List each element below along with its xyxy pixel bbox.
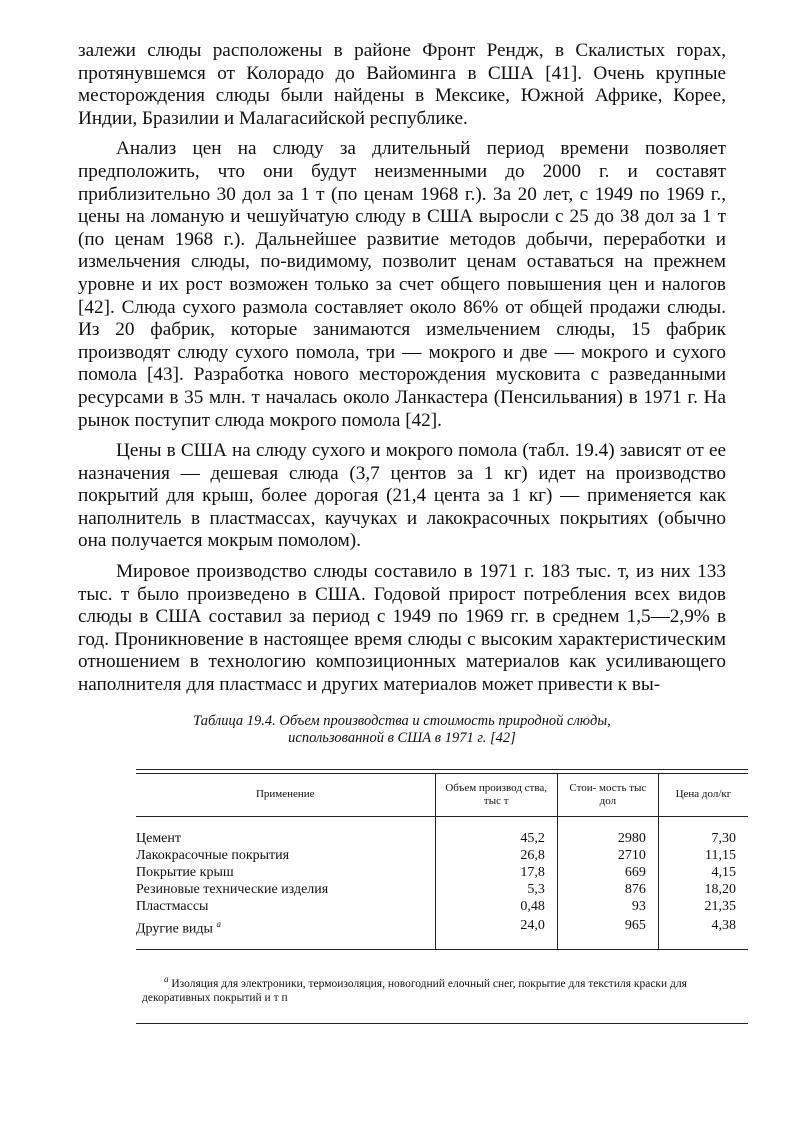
row-cost: 93: [557, 899, 658, 916]
footnote-marker: а: [216, 918, 221, 929]
row-cost: 876: [557, 882, 658, 899]
document-page: [78, 40, 736, 1024]
row-price: 21,35: [704, 899, 736, 915]
row-price: 18,20: [704, 882, 736, 898]
footnote-rule: [136, 1023, 748, 1024]
row-volume: 0,48: [435, 899, 557, 916]
paragraph-2: Анализ цен на слюду за длительный период времени позволяет предположить, что они будут неизменными до 2000 г. и составят приблизительно 30 дол за 1 т (по ценам 1968 г.). За 20 лет, с 1949 по 1969 г., цены на ломаную и чешуйчатую слюду в США выросли с 25 до 38 дол за 1 т (по ценам 1968 г.). Дальнейшее развитие методов добычи, переработки и измельчения слюды, по-видимому, позволит ценам оставаться на прежнем уровне и их рост возможен только за счет общего повышения цен и налогов [42]. Слюда сухого размола составляет около 86% от общей продажи слюды. Из 20 фабрик, которые занимаются измельчением слюды, 15 фабрик производят слюду сухого помола, три — мокрого и две — мокрого и сухого помола [43]. Разработка нового месторождения мусковита с разведанными ресурсами в 35 млн. т началась около Ланкастера (Пенсильвания) в 1971 г. На рынок поступит слюда мокрого помола [42].: [78, 138, 726, 431]
row-name-text: Другие виды: [136, 921, 213, 937]
row-cost: 669: [557, 865, 658, 882]
row-volume: 45,2: [435, 816, 557, 848]
row-name: Цемент: [136, 831, 182, 847]
header-price: Цена дол/кг: [658, 774, 748, 817]
table-row: [136, 816, 748, 848]
row-volume: 24,0: [435, 916, 557, 950]
paragraph-1: залежи слюды расположены в районе Фронт Рендж, в Скалистых горах, протянувшемся от Колорадо до Вайоминга в США [41]. Очень крупные месторождения слюды были найдены в Мексике, Южной Африке, Корее, Индии, Бразилии и Малагасийской республике.: [78, 40, 726, 129]
row-name: Резиновые технические изделия: [136, 882, 329, 898]
table-caption: [78, 713, 726, 747]
table-row: [136, 916, 748, 950]
row-cost: 965: [557, 916, 658, 950]
table-container: [136, 769, 748, 951]
row-volume: 17,8: [435, 865, 557, 882]
footnote-marker: а: [164, 974, 169, 985]
row-price: 7,30: [711, 831, 736, 847]
table-row: [136, 865, 748, 882]
table-row: [136, 899, 748, 916]
row-cost: 2980: [557, 816, 658, 848]
mica-table: [136, 774, 748, 950]
table-bottom-rule: [136, 949, 748, 950]
table-row: [136, 848, 748, 865]
row-volume: 5,3: [435, 882, 557, 899]
row-cost: 2710: [557, 848, 658, 865]
row-price: 4,38: [711, 918, 736, 934]
row-name: Покрытие крыш: [136, 865, 234, 881]
row-name: Лакокрасочные покрытия: [136, 848, 290, 864]
footnote-text: Изоляция для электроники, термоизоляция, новогодний елочный снег, покрытие для текстиля краски для декоративных покрытий и т п: [142, 978, 687, 1005]
table-caption-line-1: Таблица 19.4. Объем производства и стоимость природной слюды,: [193, 712, 611, 729]
header-application: Применение: [136, 774, 435, 817]
row-volume: 26,8: [435, 848, 557, 865]
row-name: Пластмассы: [136, 899, 209, 915]
table-header-row: [136, 774, 748, 817]
row-name: [136, 916, 435, 950]
row-price: 11,15: [705, 848, 736, 864]
paragraph-4: Мировое производство слюды составило в 1971 г. 183 тыс. т, из них 133 тыс. т было произведено в США. Годовой прирост потребления всех видов слюды в США составил за период с 1949 по 1969 гг. в среднем 1,5—2,9% в год. Проникновение в настоящее время слюды с высоким характеристическим отношением в технологию композиционных материалов как усиливающего наполнителя для пластмасс и других материалов может привести к вы-: [78, 561, 726, 696]
table-top-rule: [136, 769, 748, 770]
header-volume: Объем производ ства, тыс т: [435, 774, 557, 817]
header-cost: Стои- мость тыс дол: [557, 774, 658, 817]
row-price: 4,15: [711, 865, 736, 881]
table-row: [136, 882, 748, 899]
table-footnote: [142, 972, 702, 1005]
table-caption-line-2: использованной в США в 1971 г. [42]: [288, 729, 516, 746]
paragraph-3: Цены в США на слюду сухого и мокрого помола (табл. 19.4) зависят от ее назначения — дешевая слюда (3,7 центов за 1 кг) идет на производство покрытий для крыш, более дорогая (21,4 цента за 1 кг) — применяется как наполнитель в пластмассах, каучуках и лакокрасочных покрытиях (обычно она получается мокрым помолом).: [78, 440, 726, 552]
